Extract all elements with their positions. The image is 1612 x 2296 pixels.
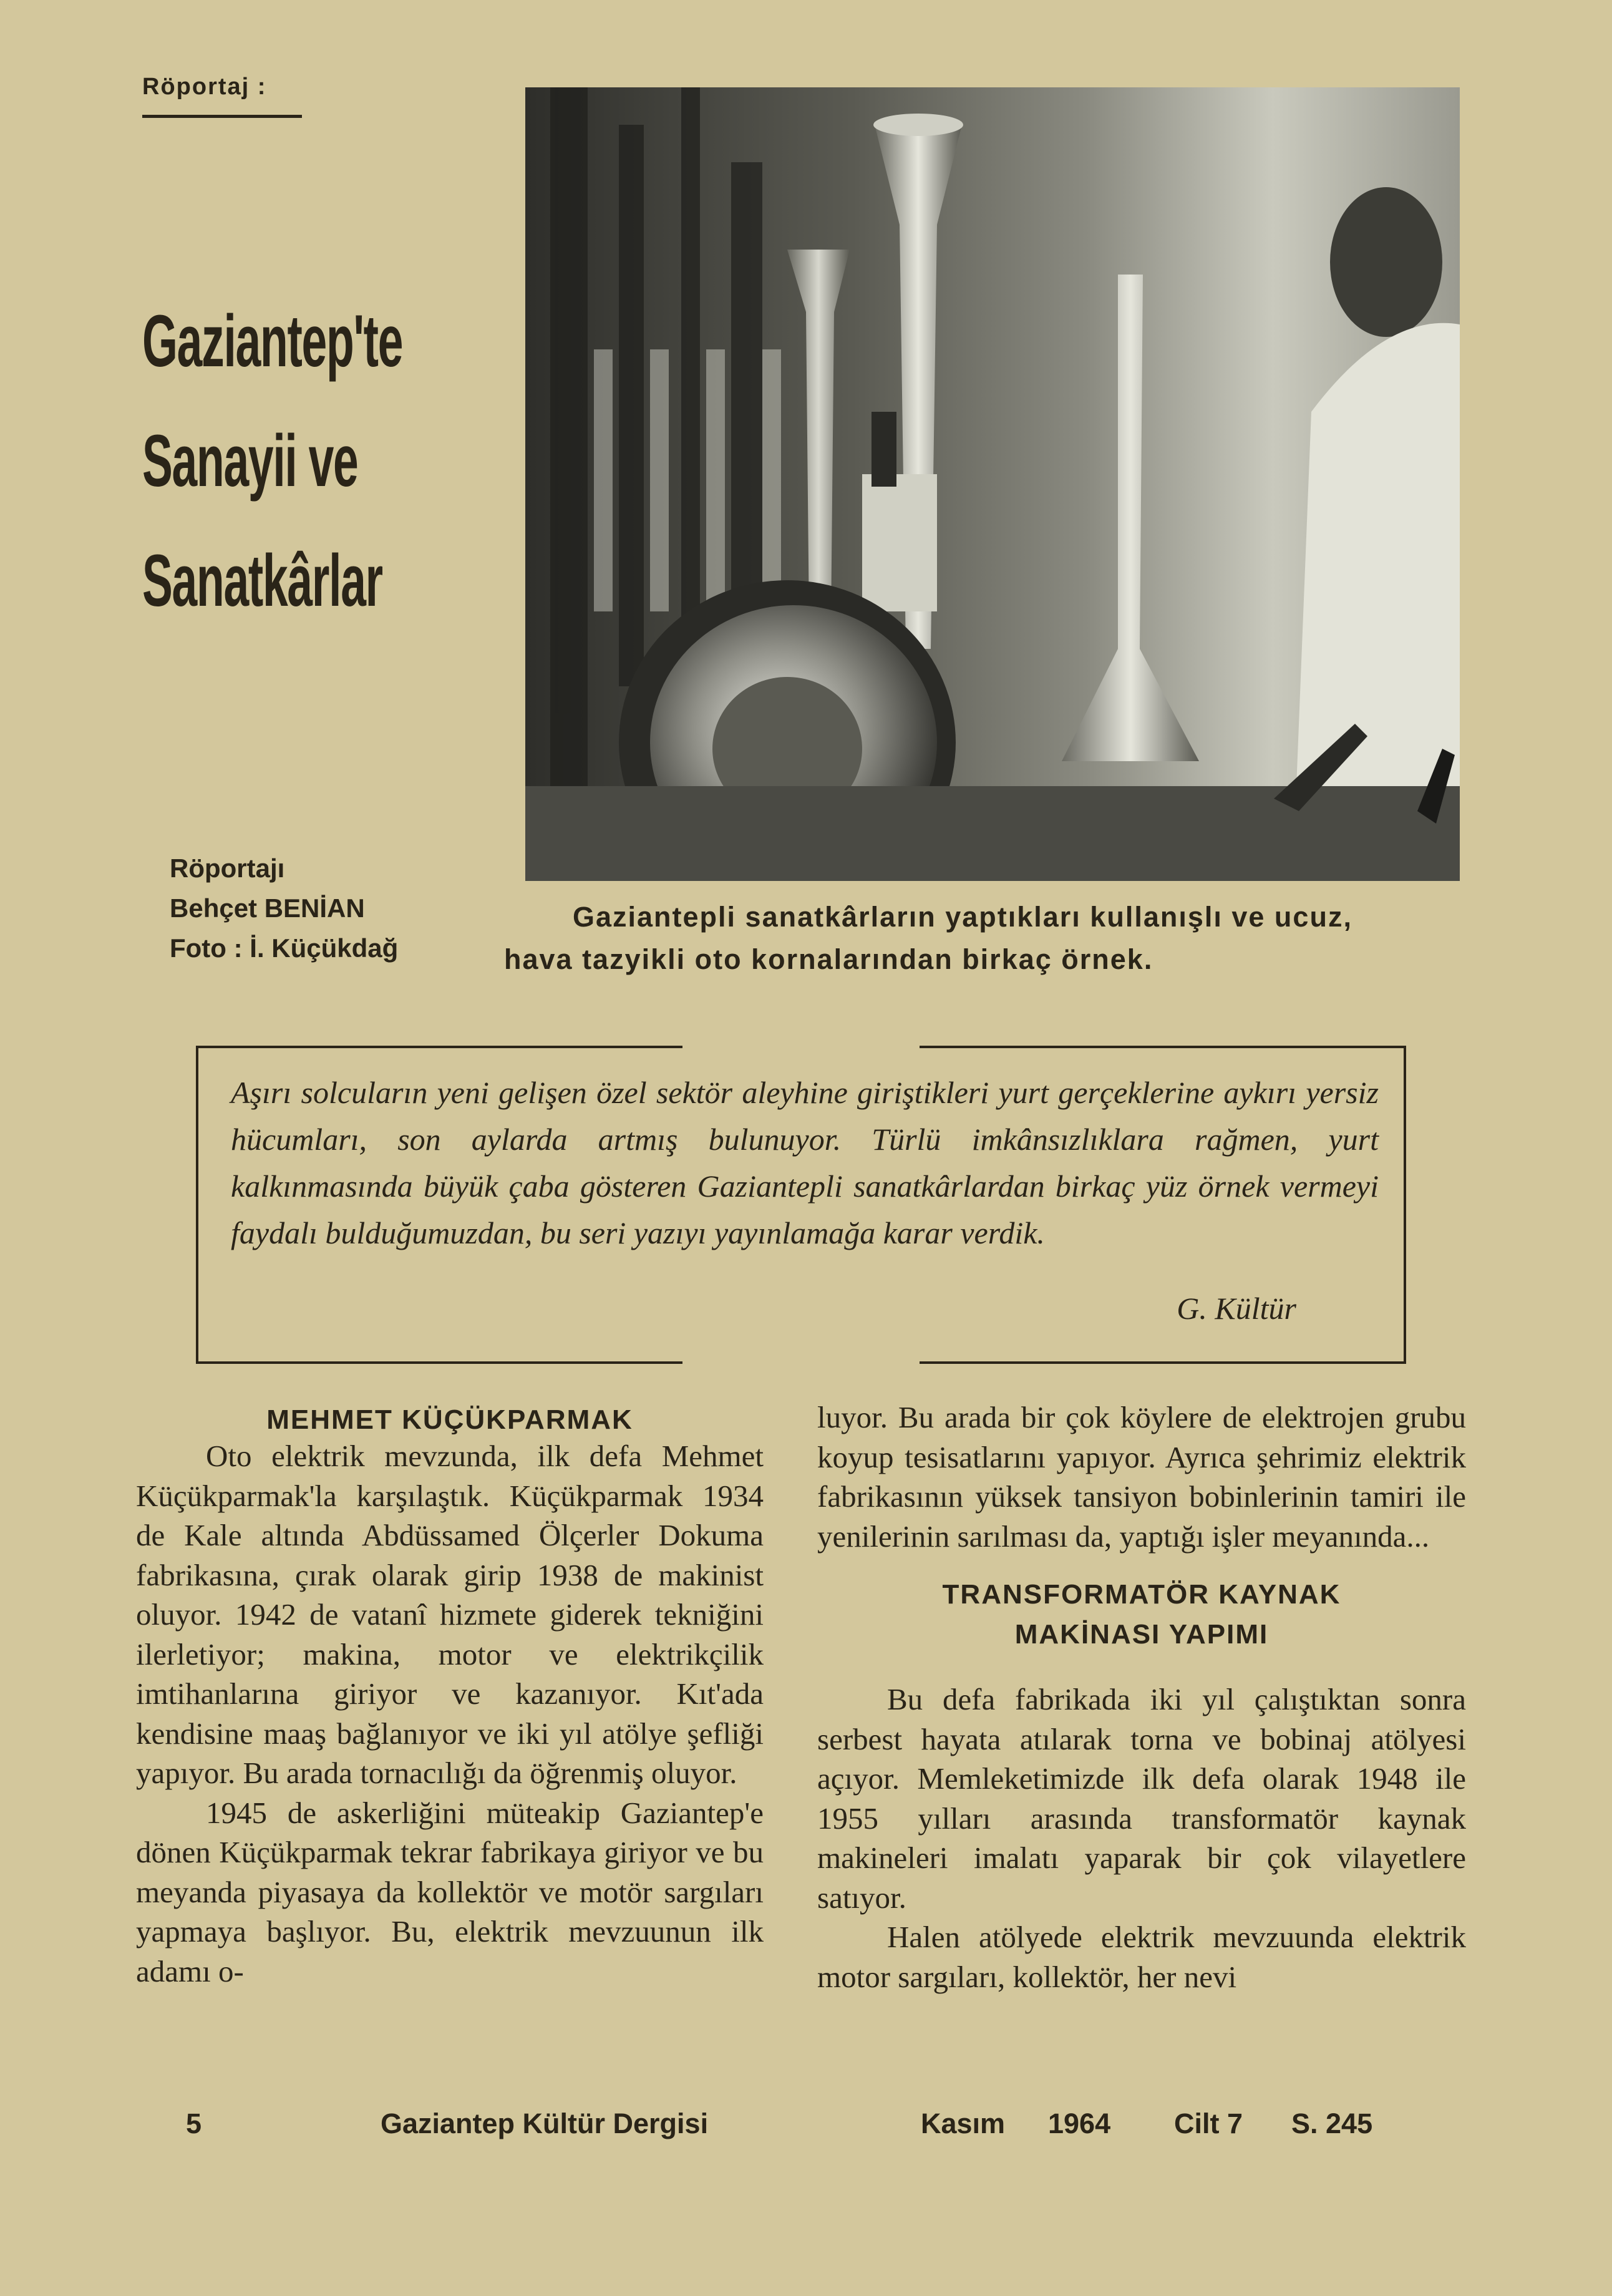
page-number: 5 — [186, 2108, 202, 2139]
horns-photo — [525, 87, 1460, 881]
horns-photo-graphic — [525, 87, 1460, 881]
right-paragraph-2: Bu defa fabrikada iki yıl çalıştıktan sonra serbest hayata atılarak torna ve bobinaj atölyesi açıyor. Memleketimizde ilk defa olarak 1948 ile 1955 yılları arasında transformatör kaynak makineleri imalatı yaparak bir çok vilayetlere satıyor. — [817, 1682, 1466, 1915]
article-title-line-1: Gaziantep'te — [142, 300, 403, 382]
issue-year: 1964 — [1048, 2108, 1111, 2139]
left-column — [136, 1436, 764, 1991]
intro-text: Aşırı solcuların yeni gelişen özel sektör aleyhine giriştikleri yurt gerçeklerine aykırı yersiz hücumları, son aylarda artmış bulunuyor. Türlü imkânsızlıklara rağmen, yurt kalkınmasında büyük çaba gösteren Gaziantepli sanatkârlardan birkaç yüz örnek vermeyi faydalı bulduğumuzdan, bu seri yazıyı yayınlamağa karar verdik. — [231, 1075, 1379, 1250]
intro-box-bottom-right-rule — [920, 1361, 1406, 1364]
intro-box-top-left-rule — [196, 1046, 682, 1048]
section-heading-transformator-line-2: MAKİNASI YAPIMI — [1014, 1619, 1269, 1650]
intro-signature: G. Kültür — [1177, 1291, 1296, 1326]
issue-number: S. 245 — [1291, 2108, 1373, 2139]
credits-photo: Foto : İ. Küçükdağ — [170, 933, 399, 963]
intro-box-top-right-rule — [920, 1046, 1406, 1048]
intro-box-right-border — [1404, 1046, 1406, 1364]
issue-month: Kasım — [921, 2108, 1006, 2139]
section-label: Röportaj : — [142, 74, 267, 100]
section-heading-mehmet: MEHMET KÜÇÜKPARMAK — [266, 1404, 633, 1435]
credits-interview: Röportajı — [170, 854, 285, 883]
section-heading-transformator — [817, 1575, 1466, 1655]
article-title-line-2: Sanayii ve — [142, 420, 358, 502]
right-paragraph-1: luyor. Bu arada bir çok köylere de elektrojen grubu koyup tesisatlarını yapıyor. Ayrıca şehrimiz elektrik fabrikasının yüksek tansiyon bobinlerinin tamiri ile yenilerinin sarılması da, yaptığı işler meyanında... — [817, 1400, 1466, 1554]
section-heading-transformator-line-1: TRANSFORMATÖR KAYNAK — [942, 1579, 1341, 1610]
credits-author: Behçet BENİAN — [170, 893, 365, 923]
right-paragraph-3: Halen atölyede elektrik mevzuunda elektrik motor sargıları, kollektör, her nevi — [817, 1920, 1466, 1994]
intro-box-bottom-left-rule — [196, 1361, 682, 1364]
section-underline — [142, 115, 302, 118]
magazine-name: Gaziantep Kültür Dergisi — [381, 2108, 709, 2139]
photo-caption-line-1: Gaziantepli sanatkârların yaptıkları kullanışlı ve ucuz, — [573, 901, 1352, 933]
issue-volume: Cilt 7 — [1174, 2108, 1243, 2139]
intro-box — [196, 1046, 1406, 1364]
left-paragraph-2: 1945 de askerliğini müteakip Gaziantep'e dönen Küçükparmak tekrar fabrikaya giriyor ve bu meyanda piyasaya da kollektör ve motör sargıları yapmaya başlıyor. Bu, elektrik mevzuunun ilk adamı o- — [136, 1795, 764, 1988]
right-column — [817, 1398, 1466, 1997]
article-title-line-3: Sanatkârlar — [142, 540, 382, 622]
left-paragraph-1: Oto elektrik mevzunda, ilk defa Mehmet Küçükparmak'la karşılaştık. Küçükparmak 1934 de Kale altında Abdüssamed Ölçerler Dokuma fabrikasına, çırak olarak girip 1938 de makinist oluyor. 1942 de vatanî hizmete giderek tekniğini ilerletiyor; makina, motor ve elektrikçilik imtihanlarına giriyor ve kazanıyor. Kıt'ada kendisine maaş bağlanıyor ve iki yıl atölye şefliği yapıyor. Bu arada tornacılığı da öğrenmiş oluyor. — [136, 1439, 764, 1790]
intro-box-left-border — [196, 1046, 198, 1364]
photo-caption-line-2: hava tazyikli oto kornalarından birkaç örnek. — [504, 943, 1153, 975]
credits — [170, 849, 398, 968]
